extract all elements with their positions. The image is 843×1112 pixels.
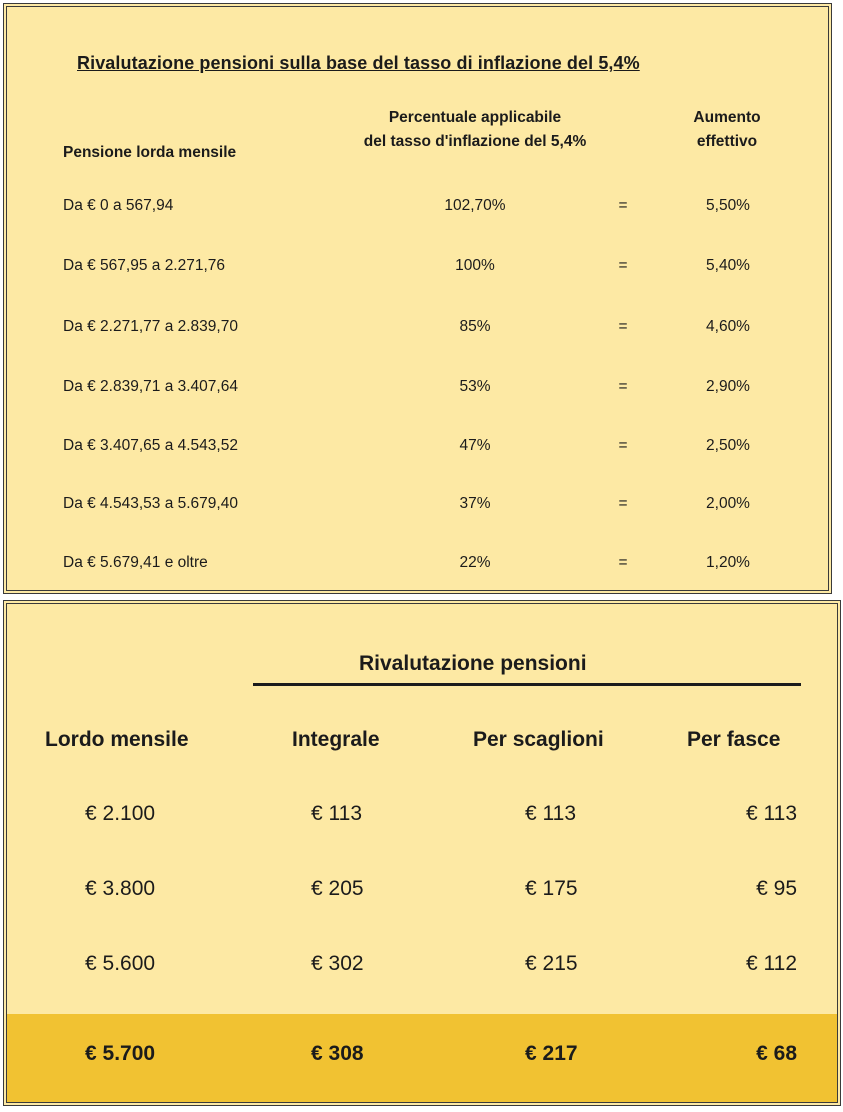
header-applicable-percent-line1: Percentuale applicabile: [388, 109, 562, 126]
applicable-percent: 22%: [459, 554, 491, 571]
gross-amount: € 5.600: [85, 952, 156, 975]
equals-sign: =: [618, 378, 628, 395]
bands-amount: € 113: [746, 802, 797, 825]
pension-range: Da € 567,95 a 2.271,76: [63, 257, 226, 274]
applicable-percent: 53%: [459, 378, 491, 395]
inflation-table-title: Rivalutazione pensioni sulla base del tasso di inflazione del 5,4%: [77, 53, 640, 73]
integral-amount: € 113: [311, 802, 362, 825]
bands-amount: € 112: [746, 952, 797, 975]
header-per-bands: Per fasce: [687, 728, 781, 751]
applicable-percent: 37%: [459, 495, 491, 512]
integral-amount: € 205: [311, 877, 364, 900]
gross-amount: € 2.100: [85, 802, 156, 825]
effective-increase: 5,40%: [706, 257, 750, 274]
table-row: [7, 859, 837, 919]
pension-range: Da € 5.679,41 e oltre: [63, 554, 208, 571]
equals-sign: =: [618, 495, 628, 512]
brackets-amount: € 215: [525, 952, 578, 975]
applicable-percent: 100%: [455, 257, 495, 274]
table-row: [7, 437, 828, 461]
effective-increase: 2,50%: [706, 437, 750, 454]
header-applicable-percent-line2: del tasso d'inflazione del 5,4%: [363, 133, 587, 150]
header-pension-range: Pensione lorda mensile: [63, 144, 237, 161]
brackets-amount: € 113: [525, 802, 576, 825]
applicable-percent: 102,70%: [444, 197, 506, 214]
header-applicable-percent: [325, 106, 625, 154]
header-gross-monthly: Lordo mensile: [45, 728, 189, 751]
applicable-percent: 85%: [459, 318, 491, 335]
header-per-brackets: Per scaglioni: [473, 728, 604, 751]
brackets-amount: € 175: [525, 877, 578, 900]
header-effective-increase-line2: effettivo: [696, 133, 758, 150]
equals-sign: =: [618, 197, 628, 214]
header-integral: Integrale: [292, 728, 380, 751]
integral-amount: € 308: [311, 1042, 364, 1065]
revaluation-group-title: Rivalutazione pensioni: [359, 652, 587, 675]
effective-increase: 2,00%: [706, 495, 750, 512]
applicable-percent: 47%: [459, 437, 491, 454]
gross-amount: € 3.800: [85, 877, 156, 900]
pension-range: Da € 4.543,53 a 5.679,40: [63, 495, 238, 512]
revaluation-table-panel: [3, 600, 841, 1106]
group-title-rule: [253, 683, 801, 686]
effective-increase: 2,90%: [706, 378, 750, 395]
table-row: [7, 934, 837, 994]
integral-amount: € 302: [311, 952, 364, 975]
effective-increase: 5,50%: [706, 197, 750, 214]
effective-increase: 1,20%: [706, 554, 750, 571]
table-row: [7, 784, 837, 844]
header-effective-increase: [687, 106, 767, 154]
pension-range: Da € 3.407,65 a 4.543,52: [63, 437, 238, 454]
table-row: [7, 378, 828, 402]
pension-range: Da € 0 a 567,94: [63, 197, 174, 214]
gross-amount: € 5.700: [85, 1042, 156, 1065]
equals-sign: =: [618, 257, 628, 274]
equals-sign: =: [618, 318, 628, 335]
effective-increase: 4,60%: [706, 318, 750, 335]
table-row: [7, 318, 828, 342]
pension-range: Da € 2.839,71 a 3.407,64: [63, 378, 238, 395]
highlighted-table-row: [7, 1014, 837, 1106]
equals-sign: =: [618, 437, 628, 454]
bands-amount: € 95: [756, 877, 797, 900]
equals-sign: =: [618, 554, 628, 571]
brackets-amount: € 217: [525, 1042, 578, 1065]
header-effective-increase-line1: Aumento: [693, 109, 761, 126]
pension-range: Da € 2.271,77 a 2.839,70: [63, 318, 238, 335]
table-row: [7, 554, 828, 578]
inflation-table-panel: [3, 3, 832, 594]
table-row: [7, 495, 828, 519]
bands-amount: € 68: [756, 1042, 797, 1065]
table-row: [7, 257, 828, 281]
table-row: [7, 197, 828, 221]
